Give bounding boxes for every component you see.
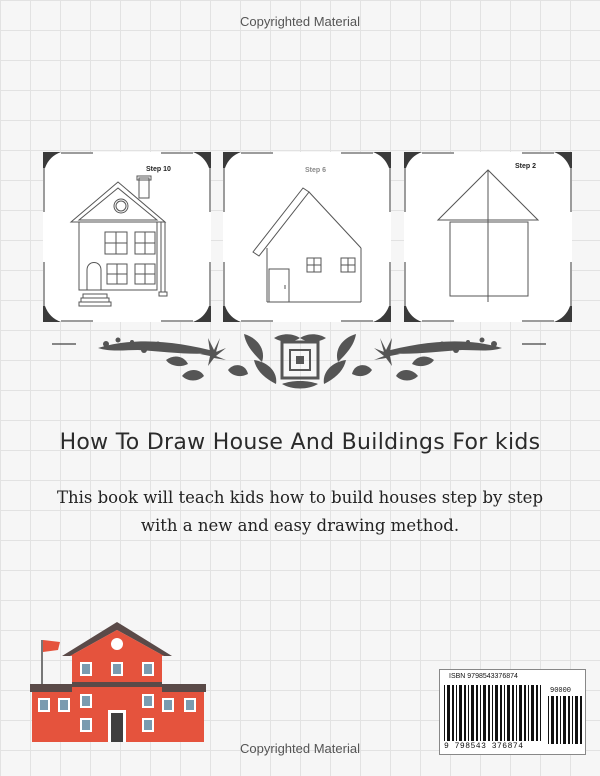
isbn-digits: 9 798543 376874	[444, 742, 524, 751]
step-label: Step 10	[146, 166, 171, 173]
book-description	[30, 484, 570, 540]
drawing-panel-step-10	[43, 152, 211, 322]
barcode-bar	[492, 685, 493, 741]
step-label: Step 6	[305, 167, 327, 174]
barcode-bar	[516, 685, 517, 741]
barcode-bar	[540, 685, 541, 741]
barcode-bar	[528, 685, 529, 741]
barcode-bar	[551, 696, 554, 744]
drawing-panel-step-2	[404, 152, 572, 322]
barcode-bar	[560, 696, 561, 744]
barcode-bar	[507, 685, 510, 741]
barcode-bar	[504, 685, 505, 741]
barcode-bar	[495, 685, 498, 741]
barcode-bar	[468, 685, 469, 741]
barcode-addon-bars	[548, 696, 582, 744]
barcode-bar	[500, 685, 502, 741]
barcode-bar	[459, 685, 462, 741]
barcode-bar	[568, 696, 570, 744]
barcode-bar	[471, 685, 474, 741]
barcode-bar	[464, 685, 466, 741]
barcode-bar	[563, 696, 566, 744]
barcode-bar	[456, 685, 457, 741]
barcode-bar	[447, 685, 450, 741]
house-step-6-drawing	[223, 152, 391, 322]
barcode-bars	[444, 685, 544, 741]
description-line-2: with a new and easy drawing method.	[140, 516, 460, 535]
barcode-bar	[524, 685, 526, 741]
floral-ornament-icon	[48, 330, 552, 392]
barcode-bar	[519, 685, 522, 741]
watermark-bottom: Copyrighted Material	[240, 741, 360, 756]
barcode-bar	[580, 696, 582, 744]
drawing-panel-step-6	[223, 152, 391, 322]
school-building-icon	[22, 618, 212, 746]
house-step-2-drawing	[404, 152, 572, 322]
barcode-bar	[483, 685, 486, 741]
book-title: How To Draw House And Buildings For kids	[59, 430, 541, 455]
step-label: Step 2	[515, 163, 537, 170]
watermark-top: Copyrighted Material	[240, 14, 360, 29]
red-flag-icon	[43, 640, 60, 652]
barcode-bar	[575, 696, 578, 744]
price-code: 90000	[550, 687, 572, 695]
barcode-bar	[444, 685, 445, 741]
isbn-label: ISBN 9798543376874	[449, 673, 518, 680]
description-line-1: This book will teach kids how to build houses step by step	[56, 488, 544, 507]
barcode-bar	[512, 685, 514, 741]
barcode-bar	[536, 685, 538, 741]
barcode-bar	[480, 685, 481, 741]
barcode-bar	[452, 685, 454, 741]
barcode-bar	[488, 685, 490, 741]
barcode-bar	[572, 696, 573, 744]
barcode-bar	[556, 696, 558, 744]
barcode-bar	[476, 685, 478, 741]
barcode-bar	[531, 685, 534, 741]
barcode-bar	[548, 696, 549, 744]
house-step-10-drawing	[43, 152, 211, 322]
